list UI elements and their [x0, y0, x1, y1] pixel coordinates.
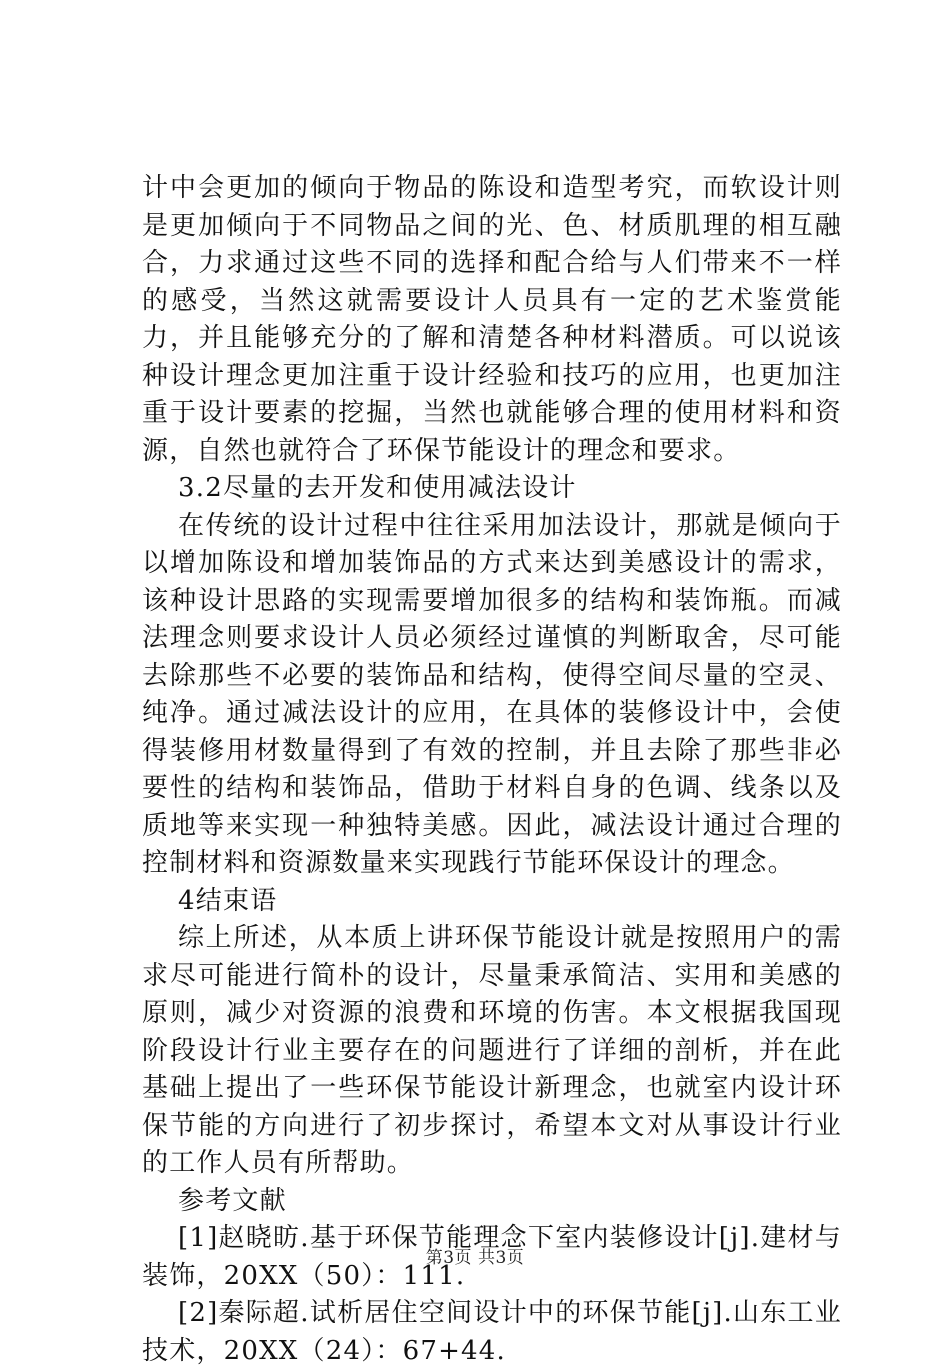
- section-heading-3-2: 3.2尽量的去开发和使用减法设计: [178, 473, 577, 503]
- paragraph-subtraction-design: 在传统的设计过程中往往采用加法设计，那就是倾向于以增加陈设和增加装饰品的方式来达到美感设计的需求，该种设计思路的实现需要增加很多的结构和装饰瓶。而减法理念则要求设计人员必须经过谨慎的判断取舍，尽可能去除那些不必要的装饰品和结构，使得空间尽量的空灵、纯净。通过减法设计的应用，在具体的装修设计中，会使得装修用材数量得到了有效的控制，并且去除了那些非必要性的结构和装饰品，借助于材料自身的色调、线条以及质地等来实现一种独特美感。因此，减法设计通过合理的控制材料和资源数量来实现践行节能环保设计的理念。: [142, 510, 842, 878]
- reference-item-1: [1]赵晓昉.基于环保节能理念下室内装修设计[j].建材与装饰，20XX（50）：111.: [142, 1223, 842, 1291]
- reference-item-2: [2]秦际超.试析居住空间设计中的环保节能[j].山东工业技术，20XX（24）：67+44.: [142, 1298, 842, 1366]
- section-heading-conclusion: 4结束语: [178, 885, 278, 916]
- references-heading: 参考文献: [178, 1185, 287, 1216]
- paragraph-conclusion: 综上所述，从本质上讲环保节能设计就是按照用户的需求尽可能进行简朴的设计，尽量秉承简洁、实用和美感的原则，减少对资源的浪费和环境的伤害。本文根据我国现阶段设计行业主要存在的问题进行了详细的剖析，并在此基础上提出了一些环保节能设计新理念，也就室内设计环保节能的方向进行了初步探讨，希望本文对从事设计行业的工作人员有所帮助。: [142, 923, 842, 1178]
- page-number-footer: 第3页 共3页: [425, 1248, 525, 1268]
- document-body: [142, 170, 842, 1370]
- paragraph-continuation: 计中会更加的倾向于物品的陈设和造型考究，而软设计则是更加倾向于不同物品之间的光、色、材质肌理的相互融合，力求通过这些不同的选择和配合给与人们带来不一样的感受，当然这就需要设计人员具有一定的艺术鉴赏能力，并且能够充分的了解和清楚各种材料潜质。可以说该种设计理念更加注重于设计经验和技巧的应用，也更加注重于设计要素的挖掘，当然也就能够合理的使用材料和资源，自然也就符合了环保节能设计的理念和要求。: [142, 173, 842, 466]
